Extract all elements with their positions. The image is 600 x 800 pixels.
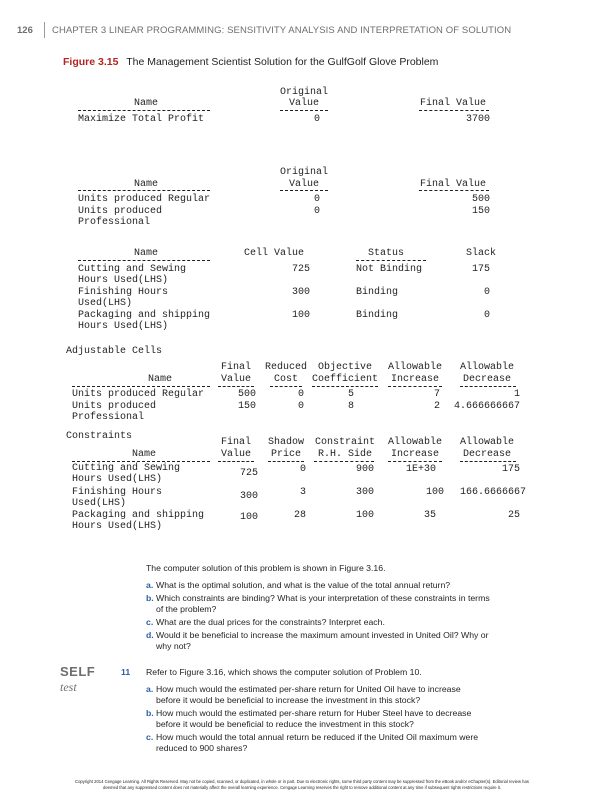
col-header-slack: Slack (466, 248, 497, 259)
table-row-name: Finishing Hours (78, 287, 169, 298)
table-row-name: Finishing Hours (72, 487, 163, 498)
table-row-name-cont: Hours Used(LHS) (78, 275, 169, 286)
table-row-final: 100 (239, 512, 258, 523)
table-row-allow-inc: 1E+30 (405, 464, 436, 475)
col-header-final-2: Value (220, 449, 251, 460)
table-row-final: 150 (237, 401, 256, 412)
col-header-final-value: Final Value (420, 98, 487, 109)
col-header-allow-inc-1: Allowable (387, 437, 442, 448)
header-rule (419, 190, 489, 191)
header-rule (218, 461, 254, 462)
table-row-name: Units produced Regular (72, 389, 205, 400)
col-header-original-2: Value (288, 179, 319, 190)
question-list (146, 580, 546, 652)
col-header-final-1: Final (220, 362, 251, 373)
header-rule (78, 260, 210, 261)
list-item: c. How much would the total annual return be reduced if the United Oil maximum were reduced to 900 shares? (146, 732, 479, 753)
col-header-final-2: Value (220, 374, 251, 385)
header-rule (270, 386, 302, 387)
table-row-final: 300 (239, 491, 258, 502)
col-header-shadow-2: Price (270, 449, 301, 460)
table-row-name-cont: Used(LHS) (78, 298, 133, 309)
table-row-allow-inc: 35 (423, 510, 436, 521)
col-header-cell-value: Cell Value (244, 248, 305, 259)
objective-name: Maximize Total Profit (78, 114, 205, 125)
col-header-objective-1: Objective (317, 362, 372, 373)
col-header-reduced-1: Reduced (264, 362, 307, 373)
table-row-name-cont: Professional (78, 217, 151, 228)
list-item: c. What are the dual prices for the constraints? Interpret each. (146, 617, 385, 627)
self-test-sublabel: test (60, 680, 77, 694)
col-header-allow-dec-2: Decrease (462, 374, 511, 385)
table-row-allow-dec: 1 (513, 389, 520, 400)
header-rule (314, 461, 374, 462)
col-header-name: Name (148, 374, 173, 385)
self-test-label: SELF (60, 664, 96, 679)
table-row-final: 150 (471, 206, 490, 217)
header-rule (280, 110, 328, 111)
question-intro: Refer to Figure 3.16, which shows the computer solution of Problem 10. (146, 667, 422, 677)
col-header-status: Status (368, 248, 405, 259)
table-row-allow-inc: 100 (425, 487, 444, 498)
header-rule (78, 110, 210, 111)
table-row-allow-dec: 4.666666667 (453, 401, 520, 412)
table-row-rhs: 300 (355, 487, 374, 498)
table-row-reduced: 0 (297, 401, 304, 412)
header-rule (356, 260, 426, 261)
objective-final: 3700 (465, 114, 490, 125)
table-row-final: 725 (239, 468, 258, 479)
header-rule (218, 386, 254, 387)
list-item: a. How much would the estimated per-share return for United Oil have to increase before it would be beneficial to increase the investment in this stock? (146, 684, 461, 705)
col-header-rhs-1: Constraint (314, 437, 375, 448)
col-header-rhs-2: R.H. Side (317, 449, 372, 460)
table-row-slack: 175 (471, 264, 490, 275)
self-test-list (146, 684, 546, 754)
table-row-shadow: 3 (299, 487, 306, 498)
header-rule (460, 461, 516, 462)
table-row-name: Cutting and Sewing (72, 463, 181, 474)
col-header-allow-inc-2: Increase (390, 374, 439, 385)
intro-paragraph: The computer solution of this problem is shown in Figure 3.16. (146, 563, 386, 573)
table-row-allow-dec: 175 (501, 464, 520, 475)
copyright-notice: Copyright 2014 Cengage Learning. All Rights Reserved. May not be copied, scanned, or duplicated, in whole or in part. Due to electronic rights, some third party content may be suppressed from the eBook and/or eChapter(s). Editorial review has deemed that any suppressed content does not materially affect the overall learning experience. Cengage Learning reserves the right to remove additional content at any time if subsequent rights restrictions require it. (75, 779, 529, 790)
list-item: d. Would it be beneficial to increase the maximum amount invested in United Oil? Why or why not? (146, 630, 489, 651)
list-item: a. What is the optimal solution, and what is the value of the total annual return? (146, 580, 451, 590)
col-header-original-1: Original (279, 87, 328, 98)
header-rule (78, 190, 210, 191)
table-row-slack: 0 (483, 310, 490, 321)
header-rule (388, 386, 442, 387)
header-rule (312, 386, 378, 387)
col-header-name: Name (134, 248, 159, 259)
table-row-objective: 5 (347, 389, 354, 400)
table-row-rhs: 100 (355, 510, 374, 521)
col-header-allow-inc-2: Increase (390, 449, 439, 460)
col-header-allow-inc-1: Allowable (387, 362, 442, 373)
table-row-shadow: 28 (293, 510, 306, 521)
figure-title: The Management Scientist Solution for the GulfGolf Glove Problem (126, 56, 439, 68)
table-row-name-cont: Professional (72, 412, 145, 423)
header-rule (280, 190, 328, 191)
table-row-rhs: 900 (355, 464, 374, 475)
table-row-name: Units produced Regular (78, 194, 211, 205)
col-header-name: Name (134, 179, 159, 190)
page-number: 126 (17, 25, 33, 36)
table-row-allow-inc: 7 (433, 389, 440, 400)
table-row-status: Not Binding (356, 264, 423, 275)
table-row-shadow: 0 (299, 464, 306, 475)
list-item: b. Which constraints are binding? What is your interpretation of these constraints in terms of the problem? (146, 593, 490, 614)
header-rule (72, 461, 210, 462)
table-row-name: Packaging and shipping (78, 310, 211, 321)
table-row-name: Cutting and Sewing (78, 264, 187, 275)
objective-original: 0 (313, 114, 320, 125)
header-rule (460, 386, 516, 387)
table-row-allow-dec: 166.6666667 (459, 487, 526, 498)
table-row-status: Binding (356, 310, 399, 321)
col-header-final-value: Final Value (420, 179, 487, 190)
running-header (0, 0, 600, 40)
figure-label: Figure 3.15 (63, 56, 119, 68)
col-header-name: Name (134, 98, 159, 109)
table-row-name: Units produced (72, 401, 157, 412)
table-row-cell-value: 100 (291, 310, 310, 321)
header-rule (388, 461, 442, 462)
col-header-name: Name (132, 449, 157, 460)
table-row-name: Packaging and shipping (72, 510, 205, 521)
table-row-final: 500 (471, 194, 490, 205)
table-row-final: 500 (237, 389, 256, 400)
header-rule (72, 386, 210, 387)
col-header-objective-2: Coefficient (312, 374, 379, 385)
section-title-constraints: Constraints (66, 431, 133, 442)
table-row-reduced: 0 (297, 389, 304, 400)
table-row-name-cont: Used(LHS) (72, 498, 127, 509)
header-divider (44, 22, 45, 38)
col-header-reduced-2: Cost (273, 374, 298, 385)
col-header-final-1: Final (220, 437, 251, 448)
chapter-title: CHAPTER 3 LINEAR PROGRAMMING: SENSITIVITY ANALYSIS AND INTERPRETATION OF SOLUTION (52, 25, 512, 36)
col-header-shadow-1: Shadow (267, 437, 304, 448)
table-row-name-cont: Hours Used(LHS) (78, 321, 169, 332)
question-number: 11 (121, 667, 131, 677)
table-row-cell-value: 725 (291, 264, 310, 275)
col-header-original-1: Original (279, 167, 328, 178)
col-header-allow-dec-2: Decrease (462, 449, 511, 460)
table-row-cell-value: 300 (291, 287, 310, 298)
list-item: b. How much would the estimated per-share return for Huber Steel have to decrease before it would be beneficial to reduce the investment in this stock? (146, 708, 472, 729)
table-row-original: 0 (313, 194, 320, 205)
col-header-allow-dec-1: Allowable (459, 362, 514, 373)
header-rule (268, 461, 304, 462)
table-row-status: Binding (356, 287, 399, 298)
section-title-adjustable: Adjustable Cells (66, 346, 163, 357)
table-row-name-cont: Hours Used(LHS) (72, 521, 163, 532)
col-header-allow-dec-1: Allowable (459, 437, 514, 448)
table-row-slack: 0 (483, 287, 490, 298)
table-row-allow-dec: 25 (507, 510, 520, 521)
table-row-allow-inc: 2 (433, 401, 440, 412)
table-row-objective: 8 (347, 401, 354, 412)
figure-caption (63, 56, 438, 68)
table-row-original: 0 (313, 206, 320, 217)
header-rule (419, 110, 489, 111)
table-row-name-cont: Hours Used(LHS) (72, 474, 163, 485)
table-row-name: Units produced (78, 206, 163, 217)
col-header-original-2: Value (288, 98, 319, 109)
